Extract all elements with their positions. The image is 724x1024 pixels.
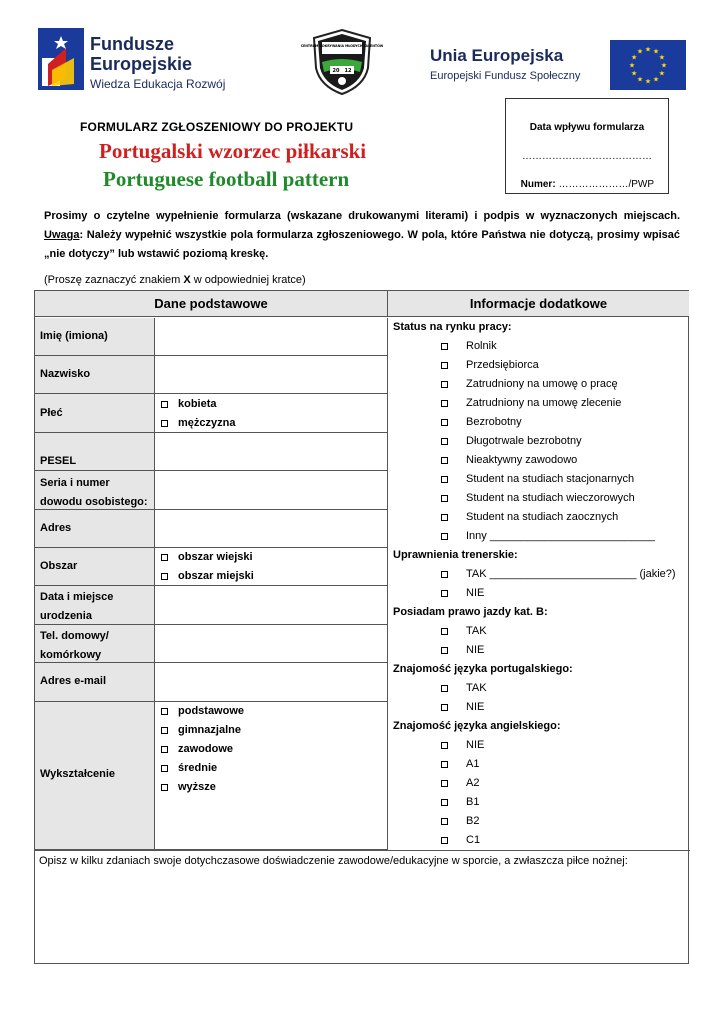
trainer-title: Uprawnienia trenerskie: (393, 549, 518, 561)
portuguese-no-label: NIE (466, 701, 485, 713)
status-option[interactable] (441, 340, 497, 352)
eu-star-icon: ★ (658, 70, 665, 78)
education-lower-secondary-label: gimnazjalne (178, 724, 241, 736)
gender-male-label: mężczyzna (178, 417, 236, 429)
license-title: Posiadam prawo jazdy kat. B: (393, 606, 548, 618)
status-option[interactable] (441, 454, 577, 466)
education-option-primary[interactable] (161, 705, 244, 717)
english-option-label: B2 (466, 815, 480, 827)
status-option-label: Nieaktywny zawodowo (466, 454, 578, 466)
education-option-lower-secondary[interactable] (161, 724, 241, 736)
status-option-label: Długotrwale bezrobotny (466, 435, 582, 447)
club-top-text: CENTRUM ODKRYWANIA MŁODYCH TALENTÓW (300, 44, 384, 48)
status-option-label: Bezrobotny (466, 416, 522, 428)
english-option[interactable] (441, 834, 480, 846)
status-option-label: Zatrudniony na umowę o pracę (466, 378, 618, 390)
instructions (44, 207, 680, 264)
instructions-line1: Prosimy o czytelne wypełnienie formularza (wskazane drukowanymi literami) i podpis w wyznaczonych miejscach. (44, 210, 680, 222)
eu-star-icon: ★ (631, 54, 638, 62)
status-option-label: Student na studiach wieczorowych (466, 492, 635, 504)
english-option[interactable] (441, 758, 479, 770)
label-phone-line1: Tel. domowy/ (40, 630, 109, 642)
status-option[interactable] (441, 530, 655, 542)
checkbox-icon[interactable] (441, 647, 448, 654)
status-option-label: Inny ___________________________ (466, 530, 656, 542)
row-area (35, 548, 388, 586)
eu-line1: Unia Europejska (430, 46, 564, 65)
status-option[interactable] (441, 416, 522, 428)
instructions-line2: : Należy wypełnić wszystkie pola formularza zgłoszeniowego. W pola, które Państwa nie dotyczą, prosimy wpisać „nie dotyczy” lub wstawić poziomą kreskę. (44, 229, 680, 260)
first-name-input[interactable] (155, 318, 387, 355)
checkbox-icon[interactable] (441, 818, 448, 825)
experience-description-field[interactable] (35, 850, 690, 965)
gender-female-label: kobieta (178, 398, 217, 410)
eu-star-icon: ★ (660, 62, 668, 70)
label-email: Adres e-mail (40, 675, 107, 687)
area-rural-label: obszar wiejski (178, 551, 253, 563)
row-phone (35, 625, 388, 663)
english-option-label: B1 (466, 796, 480, 808)
checkbox-icon[interactable] (441, 742, 448, 749)
license-option-no[interactable] (441, 644, 484, 656)
row-email (35, 663, 388, 702)
club-shield-logo (300, 28, 384, 96)
trainer-option-no[interactable] (441, 587, 484, 599)
checkbox-icon[interactable] (161, 401, 168, 408)
application-form-table (34, 290, 689, 964)
checkbox-icon[interactable] (441, 628, 448, 635)
label-id-line2: dowodu osobistego: (40, 496, 148, 508)
checkbox-icon[interactable] (441, 343, 448, 350)
checkbox-icon[interactable] (441, 400, 448, 407)
page-header (0, 0, 724, 110)
status-option-label: Zatrudniony na umowę zlecenie (466, 397, 622, 409)
phone-input[interactable] (155, 625, 387, 662)
eu-flag-icon (610, 40, 686, 90)
fe-line3: Wiedza Edukacja Rozwój (90, 77, 226, 91)
row-pesel (35, 433, 388, 471)
checkbox-icon[interactable] (441, 419, 448, 426)
experience-description-prompt: Opisz w kilku zdaniach swoje dotychczasowe doświadczenie zawodowe/edukacyjne w sporcie, a zwłaszcza piłce nożnej: (39, 855, 628, 867)
checkbox-icon[interactable] (441, 476, 448, 483)
row-address (35, 510, 388, 548)
education-vocational-label: zawodowe (178, 743, 234, 755)
checkbox-icon[interactable] (161, 420, 168, 427)
checkbox-icon[interactable] (441, 571, 448, 578)
eu-star-icon: ★ (652, 76, 660, 84)
checkbox-icon[interactable] (161, 784, 168, 791)
education-higher-label: wyższe (178, 781, 216, 793)
date-received-title: Data wpływu formularza (529, 122, 645, 133)
education-primary-label: podstawowe (178, 705, 245, 717)
trainer-option-yes[interactable] (441, 568, 676, 580)
eu-star-icon: ★ (644, 78, 652, 86)
uwaga-label: Uwaga (44, 229, 80, 241)
note-pre: (Proszę zaznaczyć znakiem (44, 274, 184, 286)
area-urban-label: obszar miejski (178, 570, 254, 582)
header-basic-data: Dane podstawowe (35, 291, 388, 317)
checkbox-icon[interactable] (441, 514, 448, 521)
label-birth-line2: urodzenia (40, 610, 92, 622)
fe-mark-icon (38, 28, 84, 90)
english-option[interactable] (441, 777, 479, 789)
row-gender (35, 394, 388, 433)
status-option-label: Student na studiach stacjonarnych (466, 473, 635, 485)
date-received-field[interactable]: ………………………………… (522, 151, 652, 162)
checkbox-icon[interactable] (441, 381, 448, 388)
label-pesel: PESEL (40, 455, 77, 467)
label-address: Adres (40, 522, 72, 534)
row-birth (35, 586, 388, 625)
row-first-name (35, 318, 388, 356)
english-option-label: A1 (466, 758, 480, 770)
eu-star-icon: ★ (652, 48, 660, 56)
eu-text-block (430, 46, 580, 82)
project-title-en: Portuguese football pattern (103, 167, 350, 191)
trainer-no-label: NIE (466, 587, 485, 599)
checkbox-icon[interactable] (161, 765, 168, 772)
additional-info-column (389, 318, 689, 850)
english-option[interactable] (441, 796, 479, 808)
pesel-input[interactable] (155, 433, 387, 470)
checkbox-icon[interactable] (441, 457, 448, 464)
label-birth-line1: Data i miejsce (40, 591, 114, 603)
status-option[interactable] (441, 378, 618, 390)
checkbox-icon[interactable] (161, 554, 168, 561)
area-option-rural[interactable] (161, 551, 253, 563)
fe-line1: Fundusze (90, 34, 174, 54)
project-title-pl: Portugalski wzorzec piłkarski (99, 139, 367, 163)
birth-input[interactable] (155, 586, 387, 624)
checkbox-icon[interactable] (441, 761, 448, 768)
status-option-label: Rolnik (466, 340, 497, 352)
club-year-right: 12 (344, 68, 352, 74)
english-option[interactable] (441, 815, 479, 827)
portuguese-yes-label: TAK (466, 682, 487, 694)
eu-star-icon: ★ (636, 76, 644, 84)
status-option[interactable] (441, 435, 582, 447)
checkbox-icon[interactable] (441, 704, 448, 711)
checkbox-icon[interactable] (441, 780, 448, 787)
checkbox-icon[interactable] (441, 590, 448, 597)
note-post: w odpowiedniej kratce) (190, 274, 306, 286)
header-additional-info: Informacje dodatkowe (388, 291, 689, 317)
education-option-secondary[interactable] (161, 762, 217, 774)
checkbox-icon[interactable] (441, 837, 448, 844)
fundusze-europejskie-logo (38, 28, 238, 98)
eu-star-icon: ★ (658, 54, 665, 62)
license-yes-label: TAK (466, 625, 487, 637)
status-option-label: Przedsiębiorca (466, 359, 539, 371)
status-option[interactable] (441, 397, 621, 409)
form-number-field[interactable] (521, 179, 654, 190)
address-input[interactable] (155, 510, 387, 547)
form-type-heading: FORMULARZ ZGŁOSZENIOWY DO PROJEKTU (80, 120, 354, 134)
english-option-label: NIE (466, 739, 485, 751)
eu-star-icon: ★ (644, 46, 652, 54)
row-id-number (35, 471, 388, 510)
last-name-input[interactable] (155, 356, 387, 393)
row-education (35, 702, 388, 850)
status-option[interactable] (441, 359, 539, 371)
mark-note (44, 274, 306, 286)
checkbox-icon[interactable] (441, 533, 448, 540)
gender-option-female[interactable] (161, 398, 217, 410)
status-title: Status na rynku pracy: (393, 321, 512, 333)
label-id-line1: Seria i numer (40, 477, 110, 489)
checkbox-icon[interactable] (441, 799, 448, 806)
date-received-box (505, 98, 669, 194)
english-option-label: A2 (466, 777, 480, 789)
status-option[interactable] (441, 511, 618, 523)
email-input[interactable] (155, 663, 387, 701)
english-title: Znajomość języka angielskiego: (393, 720, 561, 732)
checkbox-icon[interactable] (161, 746, 168, 753)
label-area: Obszar (40, 560, 78, 572)
eu-star-icon: ★ (628, 62, 636, 70)
eu-star-icon: ★ (631, 70, 638, 78)
license-no-label: NIE (466, 644, 485, 656)
portuguese-option-no[interactable] (441, 701, 484, 713)
education-secondary-label: średnie (178, 762, 218, 774)
form-number-suffix: /PWP (628, 179, 654, 190)
label-phone-line2: komórkowy (40, 649, 102, 661)
checkbox-icon[interactable] (441, 495, 448, 502)
english-option-label: C1 (466, 834, 481, 846)
area-option-urban[interactable] (161, 570, 254, 582)
label-education: Wykształcenie (40, 768, 116, 780)
license-option-yes[interactable] (441, 625, 487, 637)
eu-star-icon: ★ (636, 48, 644, 56)
label-gender: Płeć (40, 407, 63, 419)
club-year-left: 20 (332, 68, 340, 74)
english-option[interactable] (441, 739, 484, 751)
status-option-label: Student na studiach zaocznych (466, 511, 619, 523)
fe-line2: Europejskie (90, 54, 193, 74)
checkbox-icon[interactable] (441, 685, 448, 692)
row-last-name (35, 356, 388, 394)
note-x: X (183, 274, 191, 286)
status-option[interactable] (441, 473, 634, 485)
checkbox-icon[interactable] (161, 573, 168, 580)
form-number-dots: ………………… (558, 179, 629, 190)
checkbox-icon[interactable] (441, 438, 448, 445)
gender-option-male[interactable] (161, 417, 235, 429)
checkbox-icon[interactable] (161, 708, 168, 715)
id-number-input[interactable] (155, 471, 387, 509)
checkbox-icon[interactable] (441, 362, 448, 369)
portuguese-title: Znajomość języka portugalskiego: (393, 663, 573, 675)
label-first-name: Imię (imiona) (40, 330, 108, 342)
education-option-higher[interactable] (161, 781, 216, 793)
eu-line2: Europejski Fundusz Społeczny (430, 70, 581, 82)
status-option[interactable] (441, 492, 635, 504)
education-option-vocational[interactable] (161, 743, 233, 755)
label-last-name: Nazwisko (40, 368, 91, 380)
checkbox-icon[interactable] (161, 727, 168, 734)
portuguese-option-yes[interactable] (441, 682, 487, 694)
form-number-label: Numer: (520, 179, 556, 190)
trainer-yes-label: TAK ________________________ (jakie?) (466, 568, 676, 580)
